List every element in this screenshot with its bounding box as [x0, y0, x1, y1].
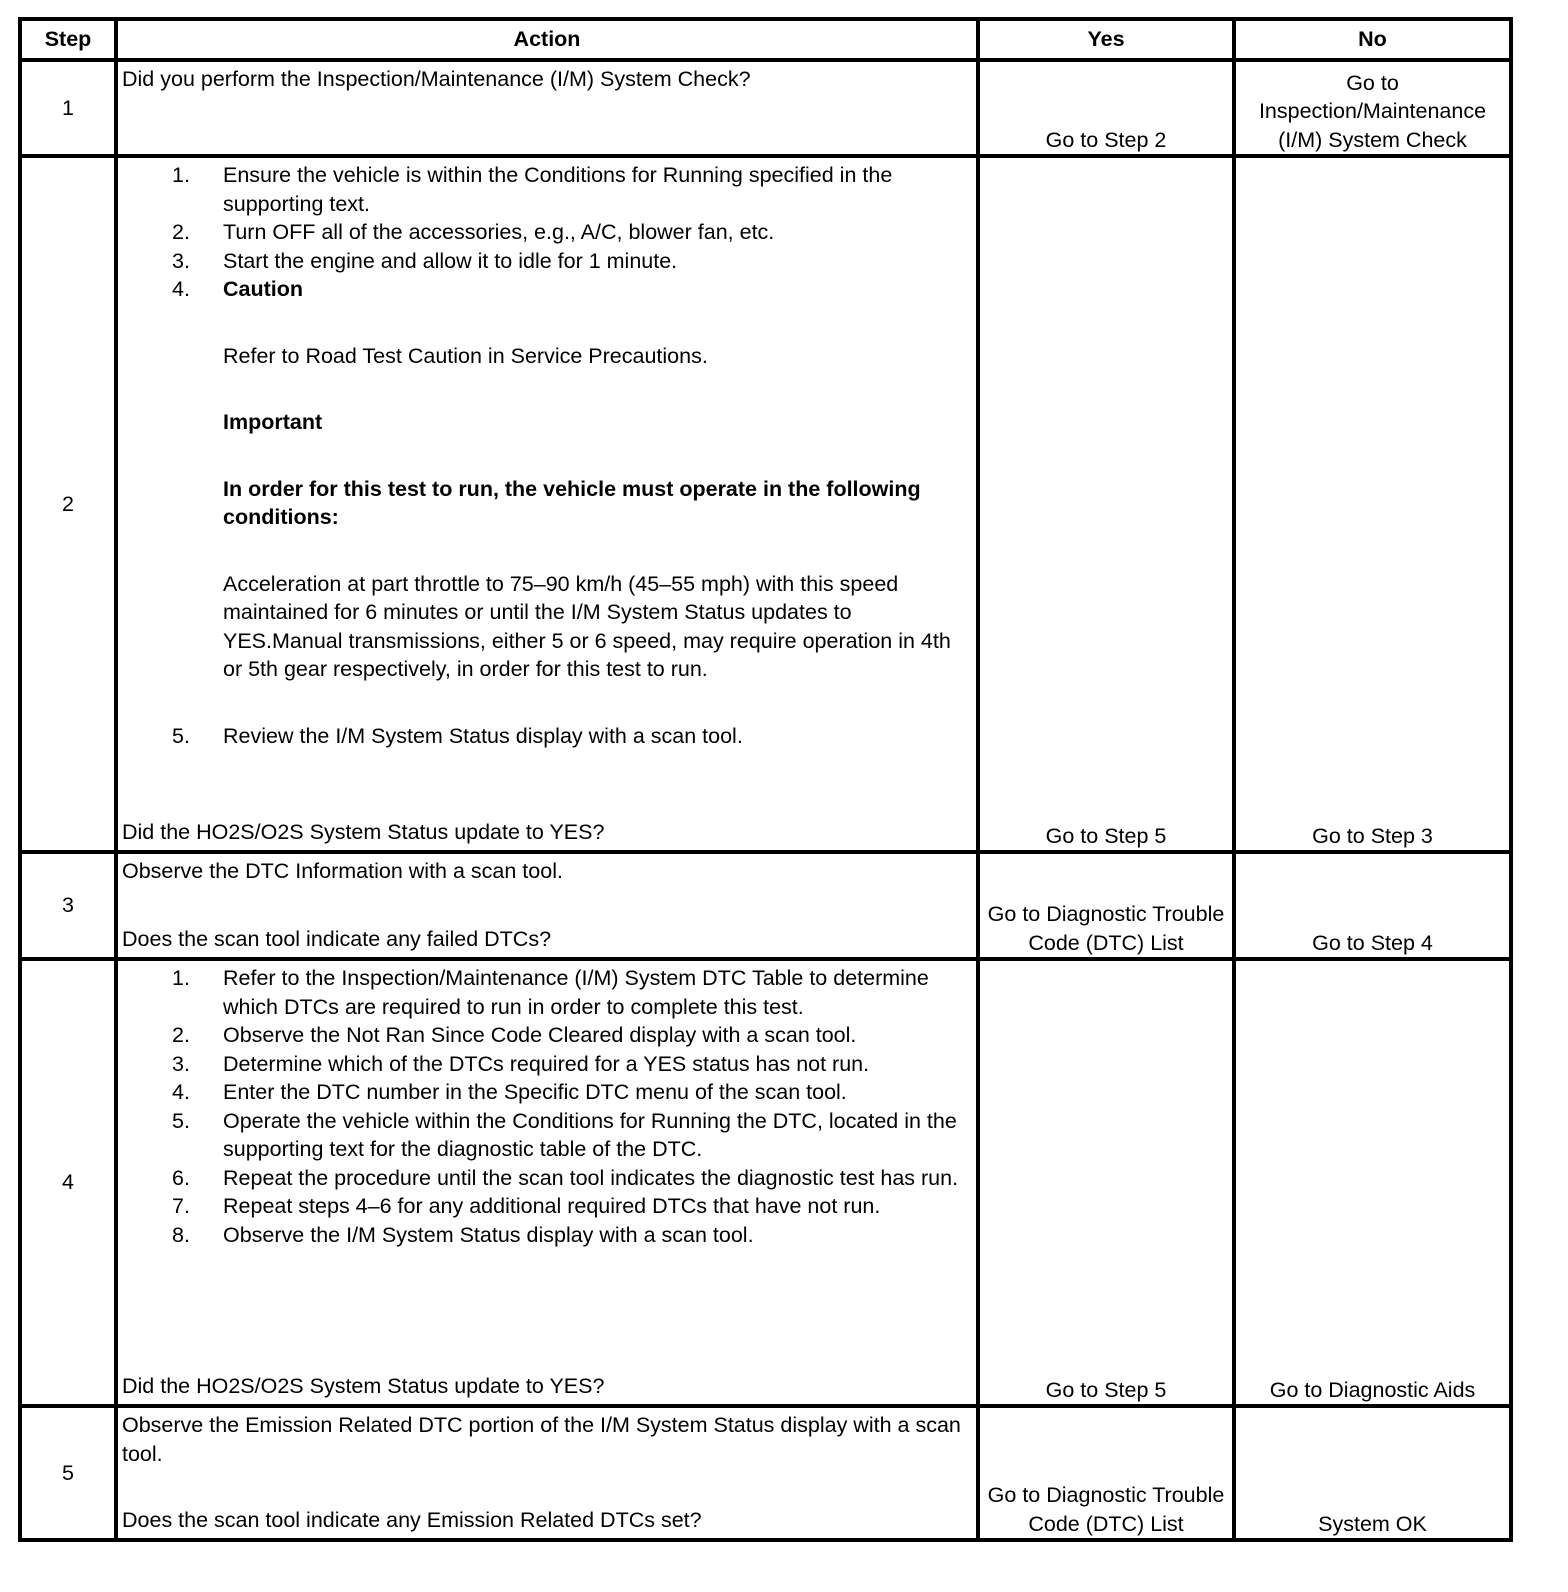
question-text: Does the scan tool indicate any failed DTCs?: [122, 926, 552, 951]
instruction-text: Observe the DTC Information with a scan tool.: [122, 859, 563, 883]
action-cell: [116, 959, 978, 1406]
table-row-step-1: [20, 60, 1511, 156]
list-item: 2. Turn OFF all of the accessories, e.g., A/C, blower fan, etc.: [172, 220, 775, 244]
no-cell: Go to Step 4: [1234, 852, 1511, 959]
list-item: 1. Ensure the vehicle is within the Conditions for Running specified in the supporting text.: [172, 163, 893, 216]
item-text: Observe the Not Ran Since Code Cleared display with a scan tool.: [223, 1023, 857, 1047]
yes-cell: Go to Diagnostic Trouble Code (DTC) List: [978, 852, 1234, 959]
item-text: Review the I/M System Status display with a scan tool.: [223, 723, 743, 748]
list-item: 6. Repeat the procedure until the scan tool indicates the diagnostic test has run.: [172, 1165, 959, 1190]
table-row-step-4: [20, 959, 1511, 1406]
conditions-text: Acceleration at part throttle to 75–90 km/h (45–55 mph) with this speed maintained for 6 minutes or until the I/M System Status updates to YES.Manual transmissions, either 5 or 6 speed, may require operation in 4th or 5th gear respectively, in order for this test to run.: [223, 571, 951, 681]
important-heading: Important: [223, 410, 323, 434]
list-item: 1. Refer to the Inspection/Maintenance (I/M) System DTC Table to determine which DTCs are required to run in order to complete this test.: [172, 966, 929, 1019]
action-cell: [116, 156, 978, 852]
no-cell: Go to Diagnostic Aids: [1234, 959, 1511, 1406]
procedure-list: [122, 161, 972, 750]
list-item: 7. Repeat steps 4–6 for any additional required DTCs that have not run.: [172, 1194, 881, 1218]
list-item: 4. Caution Refer to Road Test Caution in Service Precautions. Important In order for this test to run, the vehicle must operate in the following conditions: Acceleration at part throttle to 75–90 km/h (45–55 mph) with this speed maintained for 6 minutes or until the I/M System Status updates to YES.Manual transmissions, either 5 or 6 speed, may require operation in 4th or 5th gear respectively, in order for this test to run.: [122, 275, 972, 722]
item-text: Observe the I/M System Status display with a scan tool.: [223, 1222, 754, 1247]
item-text: Ensure the vehicle is within the Conditions for Running specified in the supporting text.: [223, 163, 893, 216]
step-number: 1: [20, 60, 116, 156]
list-item: 4. Enter the DTC number in the Specific DTC menu of the scan tool.: [172, 1080, 847, 1104]
item-text: Determine which of the DTCs required for a YES status has not run.: [223, 1051, 870, 1076]
item-text: Refer to the Inspection/Maintenance (I/M) System DTC Table to determine which DTCs are required to run in order to complete this test.: [223, 966, 929, 1019]
caution-heading: Caution: [223, 277, 304, 301]
question-text: Did you perform the Inspection/Maintenance (I/M) System Check?: [122, 67, 751, 91]
item-text: Enter the DTC number in the Specific DTC menu of the scan tool.: [223, 1080, 847, 1104]
yes-cell: Go to Diagnostic Trouble Code (DTC) List: [978, 1406, 1234, 1540]
step-number: 3: [20, 852, 116, 959]
header-row: [20, 19, 1511, 60]
no-cell: System OK: [1234, 1406, 1511, 1540]
instruction-text: Observe the Emission Related DTC portion of the I/M System Status display with a scan tool.: [122, 1413, 961, 1466]
question-text: Did the HO2S/O2S System Status update to YES?: [122, 1373, 605, 1398]
header-action: Action: [116, 19, 978, 60]
no-cell: Go to Step 3: [1234, 156, 1511, 852]
question-text: Does the scan tool indicate any Emission Related DTCs set?: [122, 1507, 702, 1532]
item-text: Start the engine and allow it to idle for 1 minute.: [223, 248, 678, 273]
action-cell: [116, 852, 978, 959]
action-cell: [116, 1406, 978, 1540]
no-cell: Go to Inspection/Maintenance (I/M) System Check: [1234, 60, 1511, 156]
procedure-list: [122, 964, 972, 1249]
step-number: 5: [20, 1406, 116, 1540]
table-row-step-5: [20, 1406, 1511, 1540]
step-number: 2: [20, 156, 116, 852]
list-item: 3. Start the engine and allow it to idle for 1 minute.: [172, 248, 678, 273]
step-number: 4: [20, 959, 116, 1406]
question-text: Did the HO2S/O2S System Status update to YES?: [122, 819, 605, 844]
header-yes: Yes: [978, 19, 1234, 60]
table-row-step-2: [20, 156, 1511, 852]
important-text: In order for this test to run, the vehicle must operate in the following conditions:: [223, 476, 921, 529]
header-no: No: [1234, 19, 1511, 60]
item-text: Operate the vehicle within the Conditions for Running the DTC, located in the supporting text for the diagnostic table of the DTC.: [223, 1108, 957, 1161]
item-text: Repeat steps 4–6 for any additional required DTCs that have not run.: [223, 1194, 881, 1218]
action-cell: [116, 60, 978, 156]
caution-text: Refer to Road Test Caution in Service Precautions.: [223, 343, 708, 368]
yes-cell: Go to Step 2: [978, 60, 1234, 156]
diagnostic-table: [18, 17, 1513, 1542]
item-text: Repeat the procedure until the scan tool indicates the diagnostic test has run.: [223, 1165, 959, 1190]
yes-cell: Go to Step 5: [978, 156, 1234, 852]
list-item: 5. Review the I/M System Status display with a scan tool.: [172, 723, 743, 748]
yes-cell: Go to Step 5: [978, 959, 1234, 1406]
list-item: 3. Determine which of the DTCs required for a YES status has not run.: [172, 1051, 870, 1076]
table-row-step-3: [20, 852, 1511, 959]
item-text: Turn OFF all of the accessories, e.g., A/C, blower fan, etc.: [223, 220, 775, 244]
list-item: 5. Operate the vehicle within the Conditions for Running the DTC, located in the supporting text for the diagnostic table of the DTC.: [172, 1108, 957, 1161]
header-step: Step: [20, 19, 116, 60]
list-item: 8. Observe the I/M System Status display with a scan tool.: [172, 1222, 754, 1247]
list-item: 2. Observe the Not Ran Since Code Cleared display with a scan tool.: [172, 1023, 857, 1047]
